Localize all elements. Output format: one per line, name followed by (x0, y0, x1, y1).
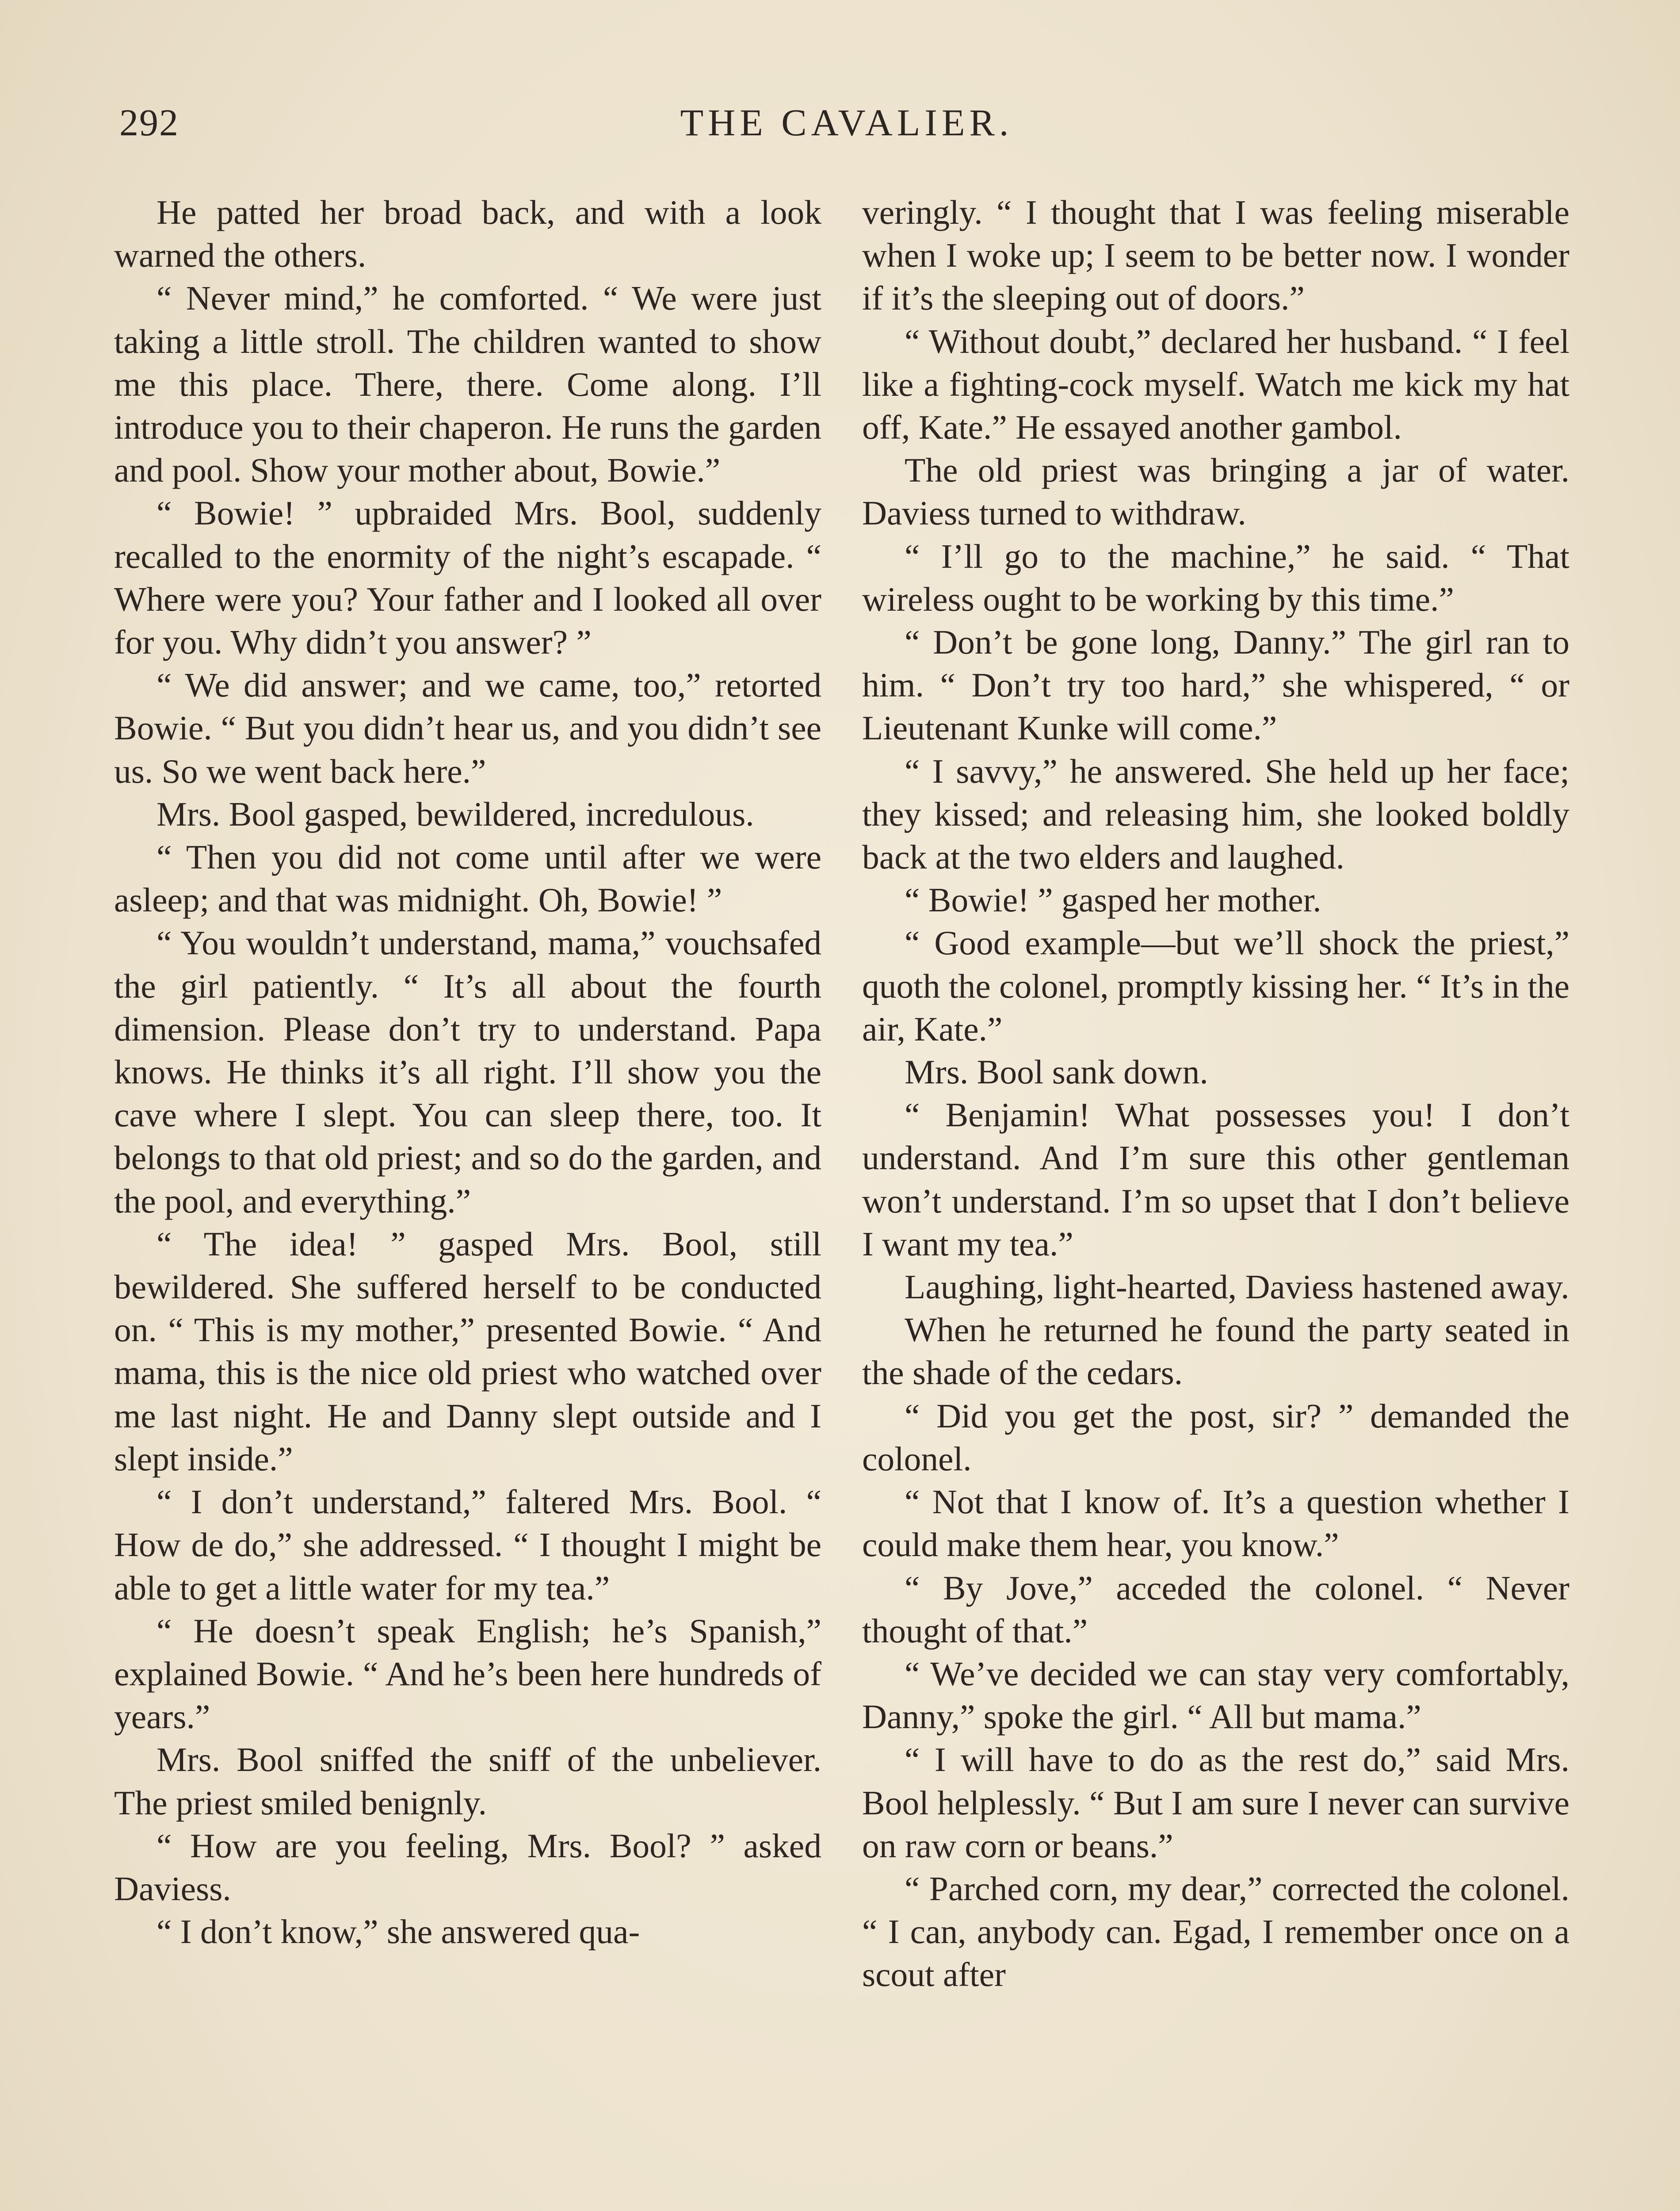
paragraph: “ Never mind,” he comforted. “ We were just taking a little stroll. The children wanted to show me this place. There, there. Come along. I’ll introduce you to their chaperon. He runs the garden and pool. Show your mother about, Bowie.” (114, 279, 821, 490)
paragraph: “ Not that I know of. It’s a question whether I could make them hear, you know.” (862, 1483, 1569, 1564)
paragraph: Mrs. Bool gasped, bewildered, incredulous. (157, 795, 754, 833)
paragraph: “ Then you did not come until after we were asleep; and that was midnight. Oh, Bowie! ” (114, 838, 821, 919)
paragraph: “ I will have to do as the rest do,” said Mrs. Bool helplessly. “ But I am sure I never can survive on raw corn or beans.” (862, 1740, 1569, 1865)
right-column (862, 191, 1569, 1997)
paragraph: “ I’ll go to the machine,” he said. “ That wireless ought to be working by this time.” (862, 537, 1569, 618)
paragraph: “ Don’t be gone long, Danny.” The girl ran to him. “ Don’t try too hard,” she whispered, “ or Lieutenant Kunke will come.” (862, 623, 1569, 747)
paragraph: “ Parched corn, my dear,” corrected the colonel. “ I can, anybody can. Egad, I remember once on a scout after (862, 1869, 1569, 1994)
paragraph: “ Without doubt,” declared her husband. “ I feel like a fighting-cock myself. Watch me kick my hat off, Kate.” He essayed another gambol. (862, 322, 1569, 447)
paragraph: “ By Jove,” acceded the colonel. “ Never thought of that.” (862, 1568, 1569, 1650)
page-header (119, 98, 1574, 156)
paragraph: “ I savvy,” he answered. She held up her face; they kissed; and releasing him, she looked boldly back at the two elders and laughed. (862, 752, 1569, 876)
paragraph: “ Bowie! ” gasped her mother. (905, 881, 1321, 919)
page-number: 292 (119, 101, 179, 144)
paragraph: Mrs. Bool sniffed the sniff of the unbeliever. The priest smiled benignly. (114, 1740, 821, 1822)
paragraph: Laughing, light-hearted, Daviess hastened away. (905, 1268, 1569, 1306)
paragraph: “ I don’t understand,” faltered Mrs. Bool. “ How de do,” she addressed. “ I thought I might be able to get a little water for my tea.” (114, 1483, 821, 1607)
left-column (114, 191, 821, 1953)
paragraph: “ Bowie! ” upbraided Mrs. Bool, suddenly recalled to the enormity of the night’s escapade. “ Where were you? Your father and I looked all over for you. Why didn’t you answer? ” (114, 494, 821, 662)
magazine-title: THE CAVALIER. (680, 101, 1013, 144)
paragraph: When he returned he found the party seated in the shade of the cedars. (862, 1311, 1569, 1392)
paragraph: Mrs. Bool sank down. (905, 1053, 1208, 1091)
paragraph: “ You wouldn’t understand, mama,” vouchsafed the girl patiently. “ It’s all about the fourth dimension. Please don’t try to understand. Papa knows. He thinks it’s all right. I’ll show you the cave where I slept. You can sleep there, too. It belongs to that old priest; and so do the garden, and the pool, and everything.” (114, 924, 821, 1220)
paragraph: He patted her broad back, and with a look warned the others. (114, 193, 821, 275)
paragraph: “ Good example—but we’ll shock the priest,” quoth the colonel, promptly kissing her. “ It’s in the air, Kate.” (862, 924, 1569, 1048)
paragraph: “ We did answer; and we came, too,” retorted Bowie. “ But you didn’t hear us, and you didn’t see us. So we went back here.” (114, 666, 821, 790)
paragraph: “ I don’t know,” she answered qua- (157, 1913, 640, 1951)
paragraph: “ Did you get the post, sir? ” demanded the colonel. (862, 1396, 1569, 1478)
paragraph: “ The idea! ” gasped Mrs. Bool, still bewildered. She suffered herself to be conducted on. “ This is my mother,” presented Bowie. “ And mama, this is the nice old priest who watched over me last night. He and Danny slept outside and I slept inside.” (114, 1224, 821, 1478)
paragraph: “ He doesn’t speak English; he’s Spanish,” explained Bowie. “ And he’s been here hundreds of years.” (114, 1611, 821, 1736)
paragraph: “ We’ve decided we can stay very comfortably, Danny,” spoke the girl. “ All but mama.” (862, 1654, 1569, 1736)
paragraph: “ How are you feeling, Mrs. Bool? ” asked Daviess. (114, 1826, 821, 1908)
paragraph: “ Benjamin! What possesses you! I don’t understand. And I’m sure this other gentleman won’t understand. I’m so upset that I don’t believe I want my tea.” (862, 1096, 1569, 1263)
paragraph-continued: veringly. “ I thought that I was feeling miserable when I woke up; I seem to be better now. I wonder if it’s the sleeping out of doors.” (862, 193, 1569, 317)
paragraph: The old priest was bringing a jar of water. Daviess turned to withdraw. (862, 451, 1569, 532)
